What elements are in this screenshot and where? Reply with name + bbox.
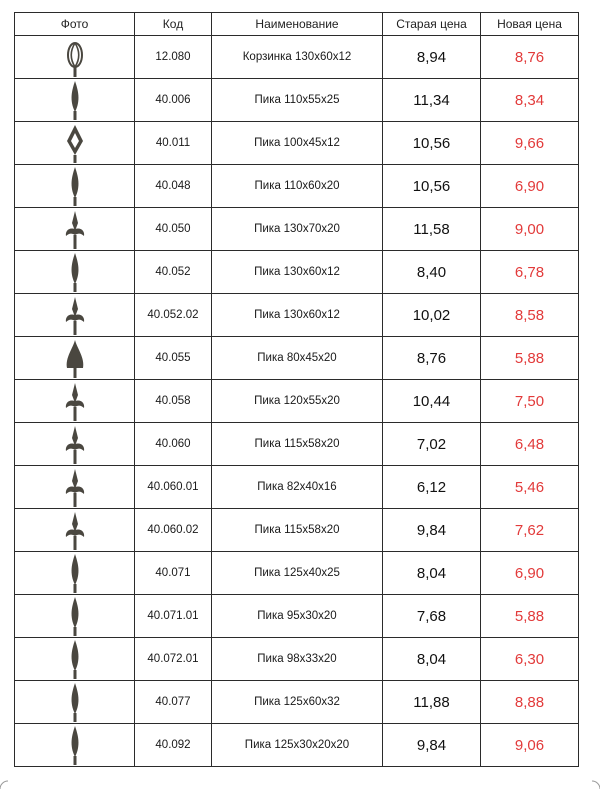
old-price: 11,58 <box>383 208 481 251</box>
fleur-finial-icon <box>15 424 134 464</box>
table-row <box>15 509 579 552</box>
product-code: 40.072.01 <box>135 638 212 681</box>
spear-finial-icon <box>15 252 134 292</box>
product-code: 40.077 <box>135 681 212 724</box>
header-row <box>15 13 579 36</box>
old-price: 8,94 <box>383 36 481 79</box>
product-name: Пика 110х55х25 <box>212 79 383 122</box>
new-price: 5,88 <box>481 337 579 380</box>
table-row <box>15 165 579 208</box>
product-name: Пика 82х40х16 <box>212 466 383 509</box>
product-code: 40.071.01 <box>135 595 212 638</box>
table-row <box>15 552 579 595</box>
product-code: 40.060 <box>135 423 212 466</box>
spear-finial-icon <box>15 682 134 722</box>
old-price: 7,02 <box>383 423 481 466</box>
table-row <box>15 466 579 509</box>
price-table <box>14 12 579 767</box>
spear-finial-icon <box>15 166 134 206</box>
product-code: 40.048 <box>135 165 212 208</box>
product-name: Пика 130х60х12 <box>212 294 383 337</box>
diamond-finial-icon <box>15 123 134 163</box>
table-row <box>15 251 579 294</box>
table-row <box>15 337 579 380</box>
product-code: 40.071 <box>135 552 212 595</box>
table-row <box>15 638 579 681</box>
product-name: Пика 100х45х12 <box>212 122 383 165</box>
new-price: 5,88 <box>481 595 579 638</box>
product-name: Корзинка 130х60х12 <box>212 36 383 79</box>
new-price: 9,00 <box>481 208 579 251</box>
old-price: 8,04 <box>383 552 481 595</box>
old-price: 7,68 <box>383 595 481 638</box>
product-code: 40.092 <box>135 724 212 767</box>
product-photo-cell <box>15 595 135 638</box>
product-name: Пика 115х58х20 <box>212 509 383 552</box>
old-price: 8,40 <box>383 251 481 294</box>
product-code: 40.055 <box>135 337 212 380</box>
old-price: 9,84 <box>383 724 481 767</box>
product-photo-cell <box>15 638 135 681</box>
product-photo-cell <box>15 423 135 466</box>
header-new-price: Новая цена <box>481 13 579 36</box>
table-row <box>15 724 579 767</box>
new-price: 8,76 <box>481 36 579 79</box>
header-photo: Фото <box>15 13 135 36</box>
product-code: 40.052.02 <box>135 294 212 337</box>
old-price: 10,02 <box>383 294 481 337</box>
table-row <box>15 208 579 251</box>
old-price: 8,76 <box>383 337 481 380</box>
fleur-finial-icon <box>15 467 134 507</box>
spear-finial-icon <box>15 639 134 679</box>
table-row <box>15 122 579 165</box>
page-corner-mark-right <box>590 779 600 789</box>
product-name: Пика 95х30х20 <box>212 595 383 638</box>
header-code: Код <box>135 13 212 36</box>
product-code: 40.050 <box>135 208 212 251</box>
product-name: Пика 125х30х20х20 <box>212 724 383 767</box>
header-name: Наименование <box>212 13 383 36</box>
old-price: 10,44 <box>383 380 481 423</box>
tulip-finial-icon <box>15 338 134 378</box>
product-photo-cell <box>15 724 135 767</box>
fleur-finial-icon <box>15 381 134 421</box>
product-photo-cell <box>15 36 135 79</box>
product-code: 40.052 <box>135 251 212 294</box>
new-price: 6,48 <box>481 423 579 466</box>
table-row <box>15 681 579 724</box>
spear-finial-icon <box>15 80 134 120</box>
product-code: 40.011 <box>135 122 212 165</box>
fleur-finial-icon <box>15 295 134 335</box>
product-photo-cell <box>15 380 135 423</box>
product-name: Пика 130х70х20 <box>212 208 383 251</box>
new-price: 7,50 <box>481 380 579 423</box>
old-price: 10,56 <box>383 165 481 208</box>
product-photo-cell <box>15 251 135 294</box>
product-code: 40.060.01 <box>135 466 212 509</box>
product-photo-cell <box>15 294 135 337</box>
product-code: 40.006 <box>135 79 212 122</box>
old-price: 11,88 <box>383 681 481 724</box>
spear-finial-icon <box>15 553 134 593</box>
spear-finial-icon <box>15 596 134 636</box>
fleur-finial-icon <box>15 209 134 249</box>
new-price: 8,34 <box>481 79 579 122</box>
header-old-price: Старая цена <box>383 13 481 36</box>
product-name: Пика 120х55х20 <box>212 380 383 423</box>
product-photo-cell <box>15 208 135 251</box>
fleur-finial-icon <box>15 510 134 550</box>
new-price: 6,30 <box>481 638 579 681</box>
basket-finial-icon <box>15 37 134 77</box>
product-photo-cell <box>15 681 135 724</box>
product-photo-cell <box>15 337 135 380</box>
new-price: 6,90 <box>481 552 579 595</box>
product-photo-cell <box>15 122 135 165</box>
new-price: 9,66 <box>481 122 579 165</box>
table-row <box>15 36 579 79</box>
product-name: Пика 115х58х20 <box>212 423 383 466</box>
product-photo-cell <box>15 509 135 552</box>
product-photo-cell <box>15 79 135 122</box>
product-name: Пика 80х45х20 <box>212 337 383 380</box>
product-code: 40.060.02 <box>135 509 212 552</box>
table-row <box>15 79 579 122</box>
product-code: 40.058 <box>135 380 212 423</box>
old-price: 6,12 <box>383 466 481 509</box>
old-price: 8,04 <box>383 638 481 681</box>
product-name: Пика 130х60х12 <box>212 251 383 294</box>
product-code: 12.080 <box>135 36 212 79</box>
new-price: 8,88 <box>481 681 579 724</box>
product-name: Пика 125х40х25 <box>212 552 383 595</box>
new-price: 5,46 <box>481 466 579 509</box>
page-corner-mark-left <box>0 779 10 789</box>
product-name: Пика 98х33х20 <box>212 638 383 681</box>
old-price: 9,84 <box>383 509 481 552</box>
product-photo-cell <box>15 165 135 208</box>
product-photo-cell <box>15 552 135 595</box>
new-price: 7,62 <box>481 509 579 552</box>
product-name: Пика 125х60х32 <box>212 681 383 724</box>
old-price: 11,34 <box>383 79 481 122</box>
new-price: 9,06 <box>481 724 579 767</box>
spear-finial-icon <box>15 725 134 765</box>
table-body <box>15 36 579 767</box>
new-price: 8,58 <box>481 294 579 337</box>
product-name: Пика 110х60х20 <box>212 165 383 208</box>
new-price: 6,78 <box>481 251 579 294</box>
table-row <box>15 595 579 638</box>
table-row <box>15 380 579 423</box>
table-row <box>15 294 579 337</box>
new-price: 6,90 <box>481 165 579 208</box>
old-price: 10,56 <box>383 122 481 165</box>
table-row <box>15 423 579 466</box>
product-photo-cell <box>15 466 135 509</box>
